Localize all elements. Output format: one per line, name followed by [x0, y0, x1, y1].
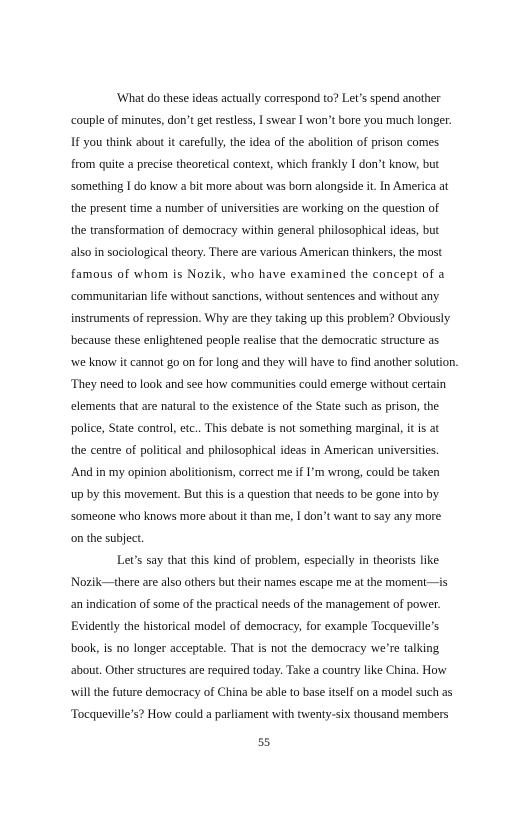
text-line: Tocqueville’s? How could a parliament with twenty-six thousand members	[71, 707, 449, 721]
text-line: famous of whom is Nozik, who have examined the concept of a	[71, 267, 446, 281]
text-line: from quite a precise theoretical context, which frankly I don’t know, but	[71, 157, 439, 171]
text-line: couple of minutes, don’t get restless, I swear I won’t bore you much longer.	[71, 113, 452, 127]
text-line: up by this movement. But this is a question that needs to be gone into by	[71, 487, 439, 501]
text-line: communitarian life without sanctions, without sentences and without any	[71, 289, 440, 303]
text-line: What do these ideas actually correspond to? Let’s spend another	[117, 91, 441, 105]
paragraph	[71, 549, 453, 725]
page-number: 55	[258, 735, 270, 749]
text-line: will the future democracy of China be able to base itself on a model such as	[71, 685, 453, 699]
text-line: on the subject.	[71, 531, 145, 545]
paragraph	[71, 87, 459, 549]
text-line: Nozik—there are also others but their names escape me at the moment—is	[71, 575, 448, 589]
page-text-block	[71, 87, 459, 725]
text-line: the centre of political and philosophical ideas in American universities.	[71, 443, 439, 457]
text-line: police, State control, etc.. This debate is not something marginal, it is at	[71, 421, 439, 435]
text-line: about. Other structures are required today. Take a country like China. How	[71, 663, 447, 677]
text-line: an indication of some of the practical needs of the management of power.	[71, 597, 441, 611]
text-line: the present time a number of universities are working on the question of	[71, 201, 439, 215]
text-line: the transformation of democracy within general philosophical ideas, but	[71, 223, 439, 237]
text-line: something I do know a bit more about was born alongside it. In America at	[71, 179, 449, 193]
text-line: If you think about it carefully, the idea of the abolition of prison comes	[71, 135, 439, 149]
text-line: also in sociological theory. There are various American thinkers, the most	[71, 245, 443, 259]
text-line: Let’s say that this kind of problem, especially in theorists like	[117, 553, 439, 567]
text-line: someone who knows more about it than me, I don’t want to say any more	[71, 509, 442, 523]
text-line: we know it cannot go on for long and they will have to find another solution.	[71, 355, 459, 369]
text-line: Evidently the historical model of democracy, for example Tocqueville’s	[71, 619, 439, 633]
text-line: because these enlightened people realise that the democratic structure as	[71, 333, 439, 347]
body-text	[71, 87, 459, 725]
text-line: elements that are natural to the existence of the State such as prison, the	[71, 399, 439, 413]
text-line: And in my opinion abolitionism, correct me if I’m wrong, could be taken	[71, 465, 440, 479]
text-line: instruments of repression. Why are they taking up this problem? Obviously	[71, 311, 451, 325]
text-line: They need to look and see how communities could emerge without certain	[71, 377, 447, 391]
text-line: book, is no longer acceptable. That is not the democracy we’re talking	[71, 641, 439, 655]
